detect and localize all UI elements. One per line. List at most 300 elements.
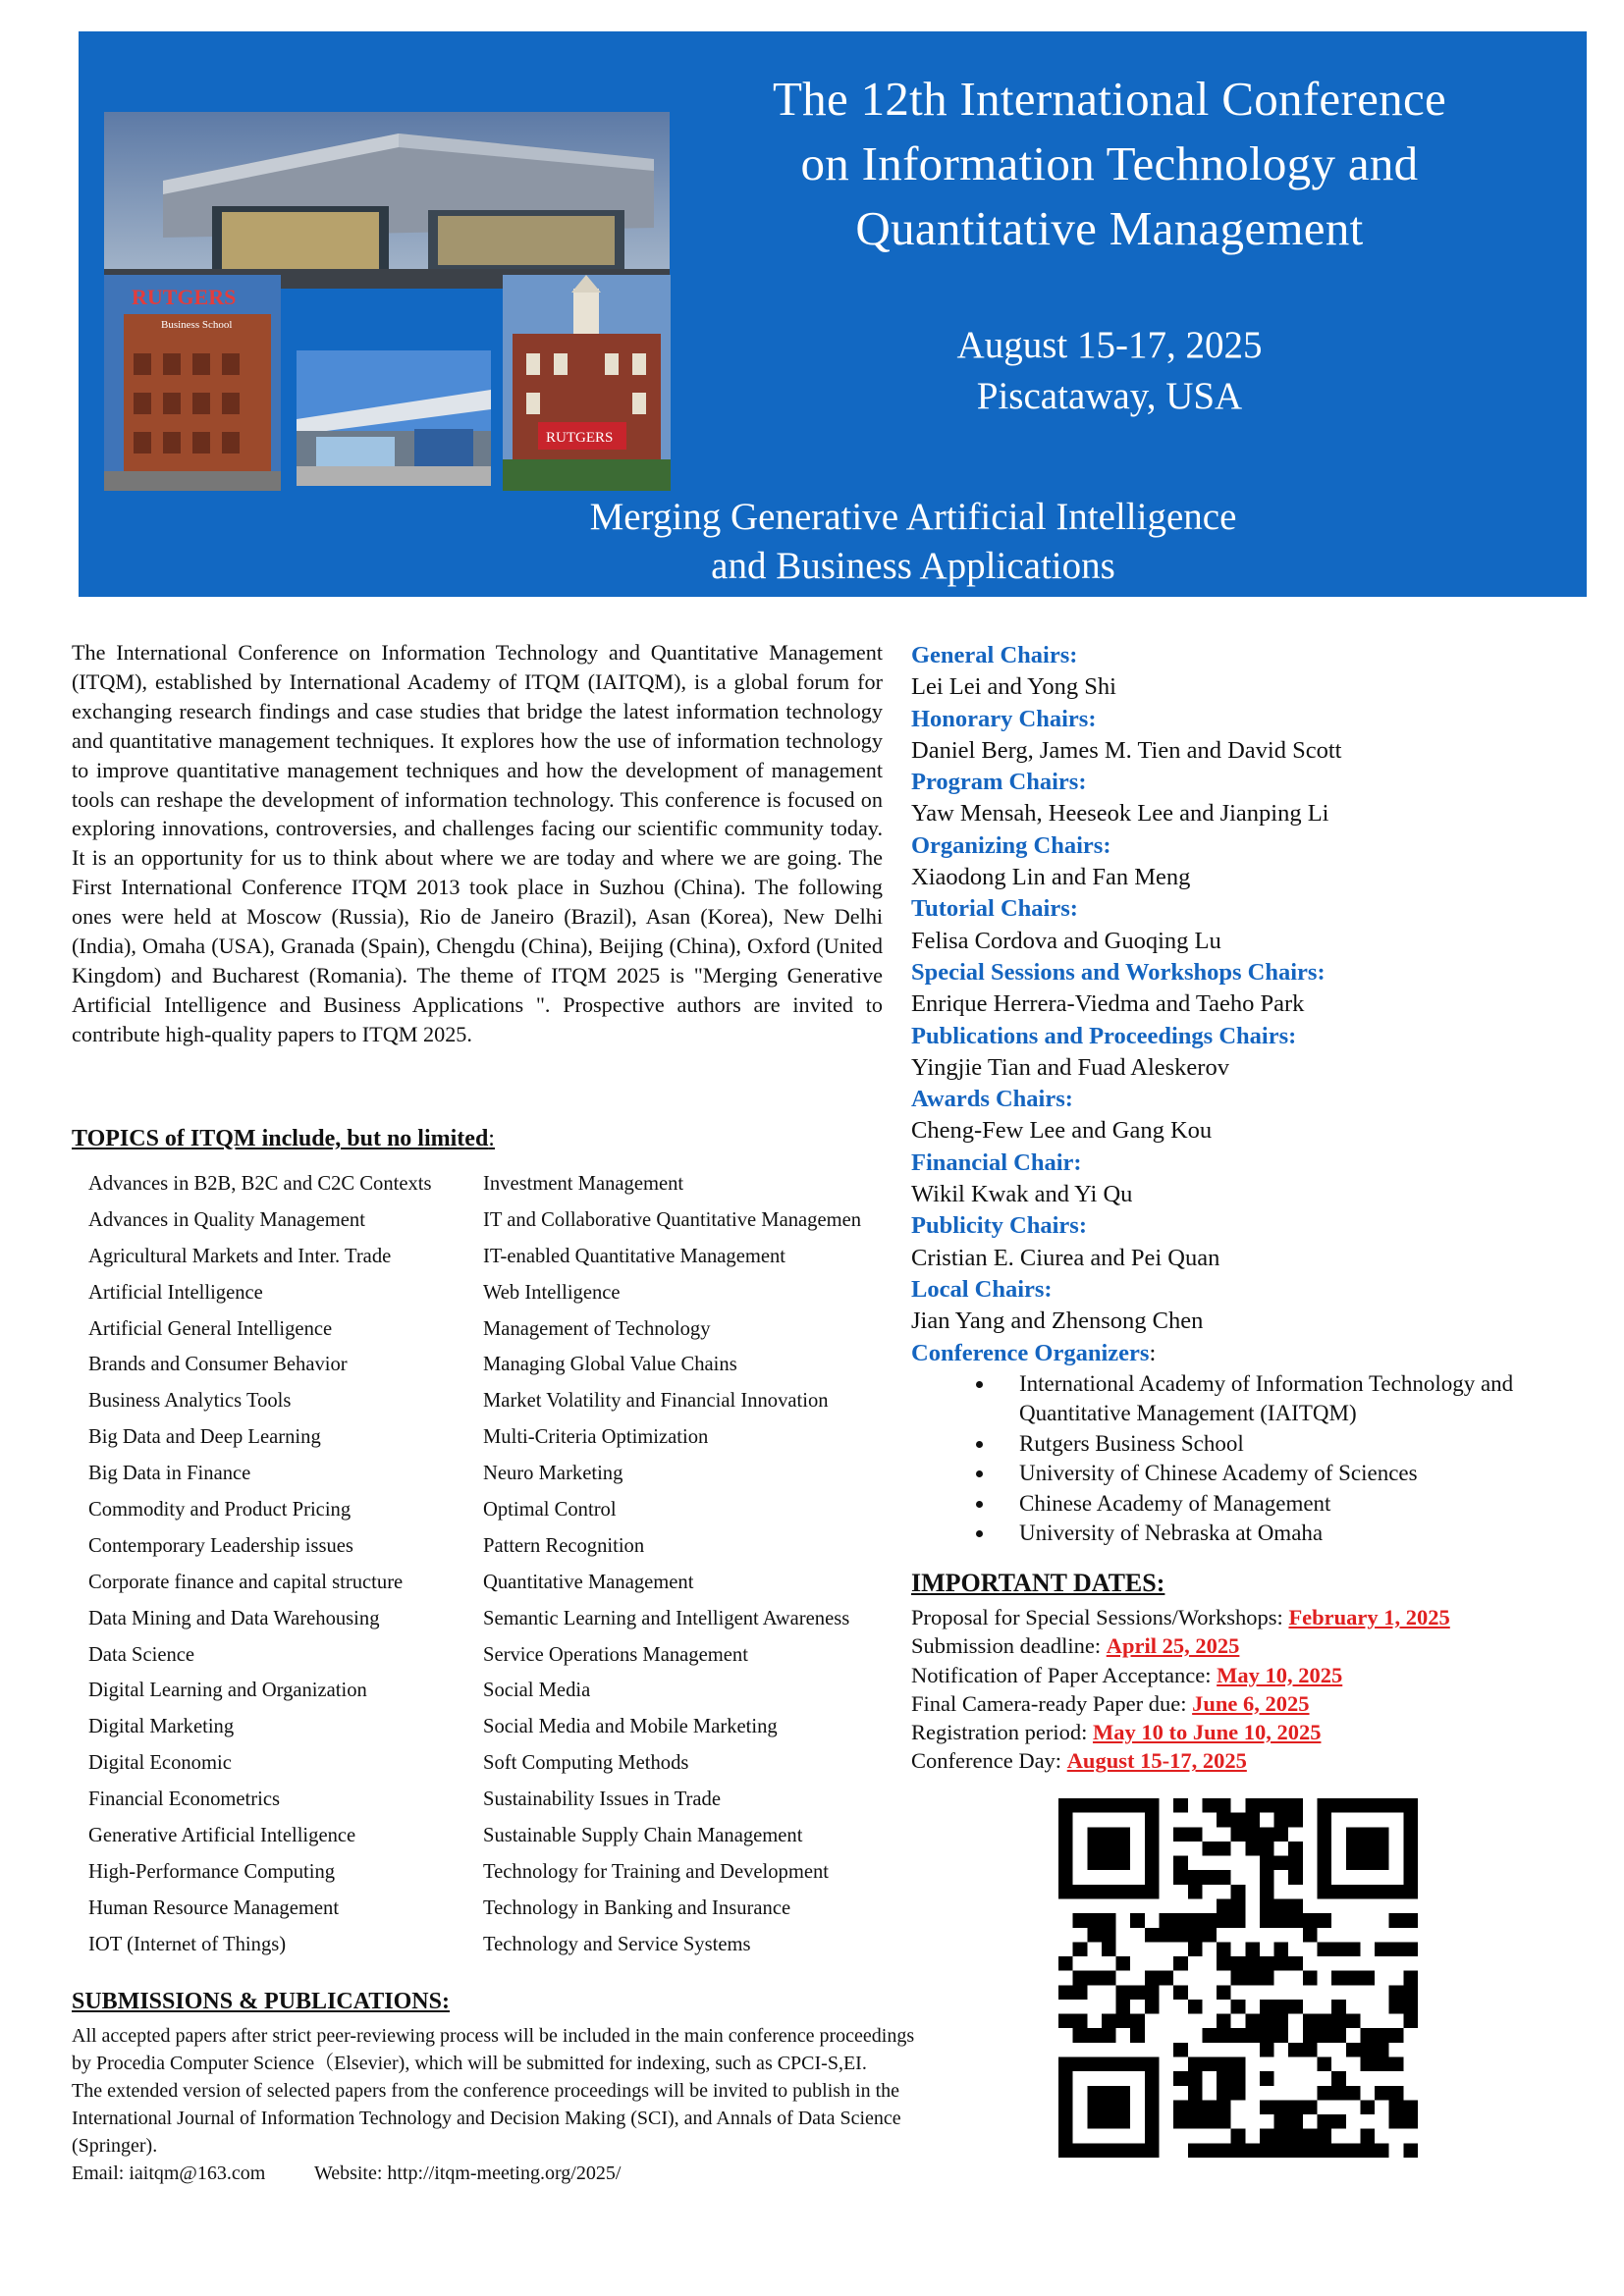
qr-module: [1331, 1885, 1346, 1899]
old-hall-photo: [503, 275, 671, 491]
qr-module: [1375, 2057, 1389, 2072]
topic-item: Human Resource Management: [88, 1896, 340, 1919]
qr-module: [1116, 2000, 1131, 2014]
topic-item: Technology and Service Systems: [483, 1933, 751, 1955]
topic-item: Advances in Quality Management: [88, 1208, 365, 1231]
qr-module: [1202, 1913, 1217, 1928]
important-dates-list: [911, 1603, 1598, 1776]
chair-names: Xiaodong Lin and Fan Meng: [911, 864, 1191, 891]
qr-module: [1260, 2000, 1274, 2014]
date-label: Notification of Paper Acceptance:: [911, 1662, 1218, 1687]
qr-module: [1245, 2028, 1260, 2043]
qr-module: [1217, 1842, 1231, 1856]
qr-module: [1073, 1985, 1088, 2000]
qr-module: [1375, 2143, 1389, 2158]
qr-module: [1058, 1956, 1073, 1971]
qr-module: [1403, 2114, 1418, 2129]
qr-module: [1331, 2143, 1346, 2158]
qr-module: [1145, 2100, 1160, 2114]
topic-item: Agricultural Markets and Inter. Trade: [88, 1245, 392, 1267]
topic-item: Data Science: [88, 1643, 195, 1666]
qr-module: [1260, 2028, 1274, 2043]
qr-module: [1087, 1827, 1102, 1842]
qr-module: [1403, 1798, 1418, 1813]
qr-module: [1360, 2129, 1375, 2144]
date-row: [911, 1603, 1598, 1631]
qr-module: [1245, 1942, 1260, 1956]
qr-module: [1360, 1842, 1375, 1856]
qr-module: [1245, 1798, 1260, 1813]
qr-module: [1245, 2014, 1260, 2029]
qr-module: [1145, 1856, 1160, 1871]
qr-module: [1403, 1870, 1418, 1885]
topic-item: Multi-Criteria Optimization: [483, 1426, 709, 1449]
qr-module: [1130, 2143, 1145, 2158]
qr-module: [1102, 2028, 1116, 2043]
qr-module: [1145, 1870, 1160, 1885]
topic-item: Semantic Learning and Intelligent Awareness: [483, 1607, 850, 1629]
qr-module: [1260, 1913, 1274, 1928]
qr-module: [1318, 2014, 1332, 2029]
qr-module: [1274, 2000, 1289, 2014]
topic-item: Contemporary Leadership issues: [88, 1534, 353, 1557]
qr-module: [1245, 2143, 1260, 2158]
qr-module: [1274, 2143, 1289, 2158]
topic-item: Advances in B2B, B2C and C2C Contexts: [88, 1173, 432, 1195]
qr-module: [1288, 2143, 1303, 2158]
qr-module: [1231, 1885, 1246, 1899]
qr-module: [1159, 1913, 1173, 1928]
qr-module: [1116, 2114, 1131, 2129]
qr-module: [1217, 1813, 1231, 1828]
qr-module: [1231, 2028, 1246, 2043]
header-banner: [79, 31, 1587, 597]
conference-date-location: [668, 320, 1551, 422]
date-value: February 1, 2025: [1288, 1605, 1450, 1629]
chair-role-label: Awards Chairs:: [911, 1086, 1073, 1113]
qr-module: [1346, 1798, 1361, 1813]
topic-item: Management of Technology: [483, 1317, 711, 1340]
qr-module: [1188, 1928, 1203, 1943]
qr-module: [1102, 1856, 1116, 1871]
topic-item: Market Volatility and Financial Innovation: [483, 1390, 829, 1413]
qr-module: [1303, 2143, 1318, 2158]
qr-module: [1318, 2143, 1332, 2158]
qr-module: [1375, 1798, 1389, 1813]
qr-module: [1130, 1913, 1145, 1928]
qr-module: [1102, 2086, 1116, 2101]
conference-location: Piscataway, USA: [976, 375, 1243, 417]
topic-item: Brands and Consumer Behavior: [88, 1354, 348, 1376]
qr-module: [1145, 1985, 1160, 2000]
qr-module: [1274, 1813, 1289, 1828]
qr-module: [1231, 2000, 1246, 2014]
qr-module: [1102, 1842, 1116, 1856]
qr-module: [1260, 1798, 1274, 1813]
topics-heading-text: TOPICS of ITQM include, but no limited: [72, 1126, 489, 1151]
qr-module: [1217, 1870, 1231, 1885]
qr-module: [1288, 1870, 1303, 1885]
qr-module: [1260, 2071, 1274, 2086]
topic-item: Quantitative Management: [483, 1571, 694, 1593]
topic-item: Big Data in Finance: [88, 1463, 251, 1485]
website-link[interactable]: http://itqm-meeting.org/2025/: [387, 2163, 622, 2184]
topic-item: Technology in Banking and Insurance: [483, 1896, 791, 1919]
qr-module: [1058, 1870, 1073, 1885]
submissions-section: [72, 2022, 916, 2187]
qr-module: [1102, 2114, 1116, 2129]
qr-module: [1145, 1885, 1160, 1899]
qr-module: [1260, 1842, 1274, 1856]
qr-module: [1318, 2086, 1332, 2101]
chair-names: Daniel Berg, James M. Tien and David Scott: [911, 736, 1342, 764]
qr-module: [1288, 1913, 1303, 1928]
qr-module: [1102, 2100, 1116, 2114]
qr-module: [1102, 1928, 1116, 1943]
qr-module: [1116, 2100, 1131, 2114]
qr-module: [1202, 2100, 1217, 2114]
qr-module: [1087, 2143, 1102, 2158]
qr-module: [1260, 1856, 1274, 1871]
qr-module: [1274, 1856, 1289, 1871]
conference-title-line-3: Quantitative Management: [855, 201, 1364, 255]
qr-module: [1217, 2114, 1231, 2129]
topic-item: Investment Management: [483, 1173, 684, 1195]
qr-module: [1202, 2114, 1217, 2129]
qr-module: [1116, 1827, 1131, 1842]
qr-module: [1403, 1813, 1418, 1828]
conference-title-line-2: on Information Technology and: [800, 136, 1419, 190]
conference-theme-line-1: Merging Generative Artificial Intelligence: [589, 496, 1237, 538]
qr-module: [1245, 1842, 1260, 1856]
qr-module: [1245, 1956, 1260, 1971]
qr-module: [1346, 1971, 1361, 1986]
qr-module: [1173, 2071, 1188, 2086]
qr-module: [1318, 1813, 1332, 1828]
topic-item: Soft Computing Methods: [483, 1752, 689, 1775]
qr-module: [1403, 1842, 1418, 1856]
qr-module: [1202, 1798, 1217, 1813]
qr-module: [1318, 1842, 1332, 1856]
qr-module: [1102, 1913, 1116, 1928]
topic-item: IT and Collaborative Quantitative Managemen: [483, 1208, 862, 1231]
qr-module: [1274, 2114, 1289, 2129]
email-label: Email:: [72, 2163, 130, 2184]
qr-module: [1389, 2000, 1404, 2014]
conference-building-photo: [104, 112, 670, 289]
qr-module: [1087, 1856, 1102, 1871]
qr-module: [1331, 2086, 1346, 2101]
qr-module: [1318, 2114, 1332, 2129]
qr-module: [1346, 2043, 1361, 2057]
qr-module: [1288, 1813, 1303, 1828]
qr-module: [1073, 2057, 1088, 2072]
qr-module: [1058, 2071, 1073, 2086]
qr-module: [1375, 2086, 1389, 2101]
topic-item: Corporate finance and capital structure: [88, 1571, 404, 1593]
qr-module: [1331, 2114, 1346, 2129]
conference-theme: [275, 493, 1551, 591]
qr-module: [1102, 2014, 1116, 2029]
important-dates-heading: IMPORTANT DATES:: [911, 1569, 1165, 1597]
qr-module: [1130, 1885, 1145, 1899]
qr-module: [1145, 2000, 1160, 2014]
topic-item: Big Data and Deep Learning: [88, 1426, 321, 1449]
qr-module: [1360, 2057, 1375, 2072]
qr-module: [1260, 2129, 1274, 2144]
qr-module: [1360, 2028, 1375, 2043]
qr-module: [1102, 1942, 1116, 1956]
qr-module: [1073, 1798, 1088, 1813]
date-label: Proposal for Special Sessions/Workshops:: [911, 1605, 1289, 1629]
chair-names: Felisa Cordova and Guoqing Lu: [911, 927, 1221, 954]
qr-module: [1145, 2129, 1160, 2144]
qr-module: [1318, 1856, 1332, 1871]
qr-module: [1346, 1942, 1361, 1956]
qr-module: [1188, 2114, 1203, 2129]
qr-module: [1303, 2014, 1318, 2029]
qr-module: [1403, 2000, 1418, 2014]
qr-module: [1318, 1885, 1332, 1899]
qr-module: [1087, 1913, 1102, 1928]
qr-module: [1188, 2143, 1203, 2158]
qr-module: [1318, 1913, 1332, 1928]
qr-module: [1145, 1928, 1160, 1943]
qr-module: [1173, 1985, 1188, 2000]
qr-module: [1173, 2100, 1188, 2114]
qr-module: [1188, 2100, 1203, 2114]
chair-role-label: Local Chairs:: [911, 1276, 1053, 1304]
qr-module: [1073, 1971, 1088, 1986]
topic-item: Generative Artificial Intelligence: [88, 1825, 356, 1847]
qr-module: [1389, 1798, 1404, 1813]
qr-module: [1145, 2143, 1160, 2158]
chair-list: [911, 640, 1598, 1338]
qr-module: [1303, 2028, 1318, 2043]
qr-module: [1058, 1827, 1073, 1842]
qr-module: [1173, 2043, 1188, 2057]
qr-module: [1173, 1928, 1188, 1943]
qr-module: [1318, 2057, 1332, 2072]
qr-module: [1403, 1985, 1418, 2000]
qr-module: [1288, 1856, 1303, 1871]
qr-module: [1087, 1842, 1102, 1856]
qr-module: [1058, 2143, 1073, 2158]
qr-module: [1202, 1928, 1217, 1943]
qr-module: [1173, 1827, 1188, 1842]
qr-module: [1318, 1942, 1332, 1956]
qr-module: [1288, 1842, 1303, 1856]
qr-module: [1288, 2129, 1303, 2144]
date-value: May 10, 2025: [1217, 1662, 1343, 1687]
qr-module: [1274, 2028, 1289, 2043]
qr-module: [1087, 2086, 1102, 2101]
qr-module: [1274, 1913, 1289, 1928]
qr-module: [1260, 1827, 1274, 1842]
topic-item: Social Media: [483, 1680, 591, 1702]
business-school-photo: [104, 275, 281, 491]
organizer-item: Chinese Academy of Management: [911, 1489, 1598, 1520]
qr-module: [1260, 2143, 1274, 2158]
qr-module: [1389, 2114, 1404, 2129]
qr-module: [1331, 2014, 1346, 2029]
qr-module: [1318, 1798, 1332, 1813]
qr-module: [1145, 2057, 1160, 2072]
qr-module: [1058, 2057, 1073, 2072]
qr-module: [1130, 2057, 1145, 2072]
organizer-item: International Academy of Information Technology and Quantitative Management (IAITQM): [911, 1369, 1598, 1429]
qr-module: [1375, 2043, 1389, 2057]
qr-module: [1073, 1913, 1088, 1928]
qr-module: [1331, 1942, 1346, 1956]
chair-names: Enrique Herrera-Viedma and Taeho Park: [911, 990, 1305, 1018]
qr-module: [1116, 1856, 1131, 1871]
qr-module: [1188, 1913, 1203, 1928]
qr-module: [1231, 2057, 1246, 2072]
qr-module: [1058, 1813, 1073, 1828]
qr-module: [1288, 1898, 1303, 1913]
qr-module: [1188, 2000, 1203, 2014]
topic-item: Digital Marketing: [88, 1716, 235, 1738]
qr-module: [1173, 1870, 1188, 1885]
date-label: Registration period:: [911, 1720, 1093, 1745]
qr-module: [1058, 1985, 1073, 2000]
qr-module: [1058, 1842, 1073, 1856]
qr-module: [1188, 1942, 1203, 1956]
chair-names: Cheng-Few Lee and Gang Kou: [911, 1117, 1213, 1145]
qr-code[interactable]: [1058, 1798, 1418, 2158]
qr-module: [1231, 2071, 1246, 2086]
qr-module: [1360, 1885, 1375, 1899]
contact-line: [72, 2160, 916, 2187]
topic-item: IOT (Internet of Things): [88, 1933, 287, 1955]
qr-module: [1217, 2086, 1231, 2101]
qr-module: [1274, 2100, 1289, 2114]
qr-module: [1145, 1798, 1160, 1813]
qr-module: [1375, 1885, 1389, 1899]
qr-module: [1145, 1827, 1160, 1842]
qr-module: [1375, 2028, 1389, 2043]
qr-module: [1173, 1913, 1188, 1928]
chair-role-label: Special Sessions and Workshops Chairs:: [911, 959, 1326, 987]
qr-module: [1116, 1798, 1131, 1813]
qr-module: [1202, 2028, 1217, 2043]
qr-module: [1087, 1885, 1102, 1899]
qr-module: [1145, 2086, 1160, 2101]
qr-module: [1188, 1885, 1203, 1899]
qr-module: [1331, 2000, 1346, 2014]
topic-item: Digital Learning and Organization: [88, 1680, 367, 1702]
qr-module: [1403, 1856, 1418, 1871]
qr-module: [1102, 2057, 1116, 2072]
qr-module: [1231, 2143, 1246, 2158]
qr-module: [1331, 1798, 1346, 1813]
conference-date: August 15-17, 2025: [956, 324, 1263, 366]
qr-module: [1318, 2028, 1332, 2043]
qr-module: [1260, 2014, 1274, 2029]
qr-module: [1360, 1856, 1375, 1871]
qr-module: [1231, 1971, 1246, 1986]
qr-module: [1260, 2043, 1274, 2057]
qr-module: [1389, 1913, 1404, 1928]
qr-module: [1303, 1971, 1318, 1986]
qr-module: [1116, 2057, 1131, 2072]
date-row: [911, 1718, 1598, 1746]
qr-module: [1130, 1985, 1145, 2000]
qr-module: [1217, 1798, 1231, 1813]
qr-module: [1260, 1898, 1274, 1913]
qr-module: [1403, 2100, 1418, 2114]
date-label: Final Camera-ready Paper due:: [911, 1690, 1193, 1716]
email-link[interactable]: iaitqm@163.com: [129, 2163, 266, 2184]
qr-module: [1288, 1798, 1303, 1813]
qr-module: [1274, 2014, 1289, 2029]
topic-item: Commodity and Product Pricing: [88, 1499, 352, 1522]
qr-module: [1260, 2100, 1274, 2114]
qr-module: [1102, 2143, 1116, 2158]
qr-module: [1274, 1827, 1289, 1842]
qr-module: [1116, 2086, 1131, 2101]
qr-module: [1073, 2028, 1088, 2043]
qr-module: [1173, 1956, 1188, 1971]
qr-module: [1360, 1827, 1375, 1842]
submissions-paragraph-2: The extended version of selected papers from the conference proceedings will be invited to publish in the International Journal of Information Technology and Decision Making (SCI), and Annals of Data Science (Springer).: [72, 2080, 901, 2157]
qr-module: [1145, 1971, 1160, 1986]
photo-sign-rutgers-red: RUTGERS: [546, 430, 614, 446]
qr-module: [1217, 1942, 1231, 1956]
topic-item: Social Media and Mobile Marketing: [483, 1716, 778, 1738]
topic-item: Web Intelligence: [483, 1281, 621, 1304]
topics-heading: [72, 1126, 495, 1152]
qr-module: [1130, 1798, 1145, 1813]
qr-module: [1116, 1956, 1131, 1971]
qr-module: [1058, 2114, 1073, 2129]
qr-module: [1360, 2043, 1375, 2057]
qr-module: [1058, 2129, 1073, 2144]
topic-item: Managing Global Value Chains: [483, 1354, 737, 1376]
photo-sign-rutgers: RUTGERS: [132, 285, 237, 309]
qr-module: [1217, 1956, 1231, 1971]
qr-module: [1087, 2028, 1102, 2043]
date-row: [911, 1631, 1598, 1660]
qr-module: [1202, 1842, 1217, 1856]
topic-item: High-Performance Computing: [88, 1860, 336, 1883]
qr-module: [1145, 2114, 1160, 2129]
qr-module: [1360, 1798, 1375, 1813]
qr-module: [1188, 1827, 1203, 1842]
qr-module: [1403, 1913, 1418, 1928]
qr-module: [1058, 2100, 1073, 2114]
qr-module: [1173, 1856, 1188, 1871]
qr-module: [1389, 1885, 1404, 1899]
qr-module: [1245, 1971, 1260, 1986]
qr-module: [1274, 1898, 1289, 1913]
qr-module: [1188, 2086, 1203, 2101]
photo-sign-business-school: Business School: [161, 319, 233, 331]
topic-item: Technology for Training and Development: [483, 1860, 830, 1883]
qr-module: [1087, 2057, 1102, 2072]
topics-list-right: [483, 1166, 899, 1963]
topic-item: Financial Econometrics: [88, 1789, 281, 1811]
website-label: Website:: [313, 2163, 388, 2184]
qr-module: [1274, 1956, 1289, 1971]
qr-module: [1303, 1928, 1318, 1943]
qr-module: [1058, 1798, 1073, 1813]
qr-module: [1217, 2143, 1231, 2158]
date-label: Conference Day:: [911, 1748, 1067, 1774]
topic-item: Sustainable Supply Chain Management: [483, 1825, 803, 1847]
qr-module: [1403, 1971, 1418, 1986]
